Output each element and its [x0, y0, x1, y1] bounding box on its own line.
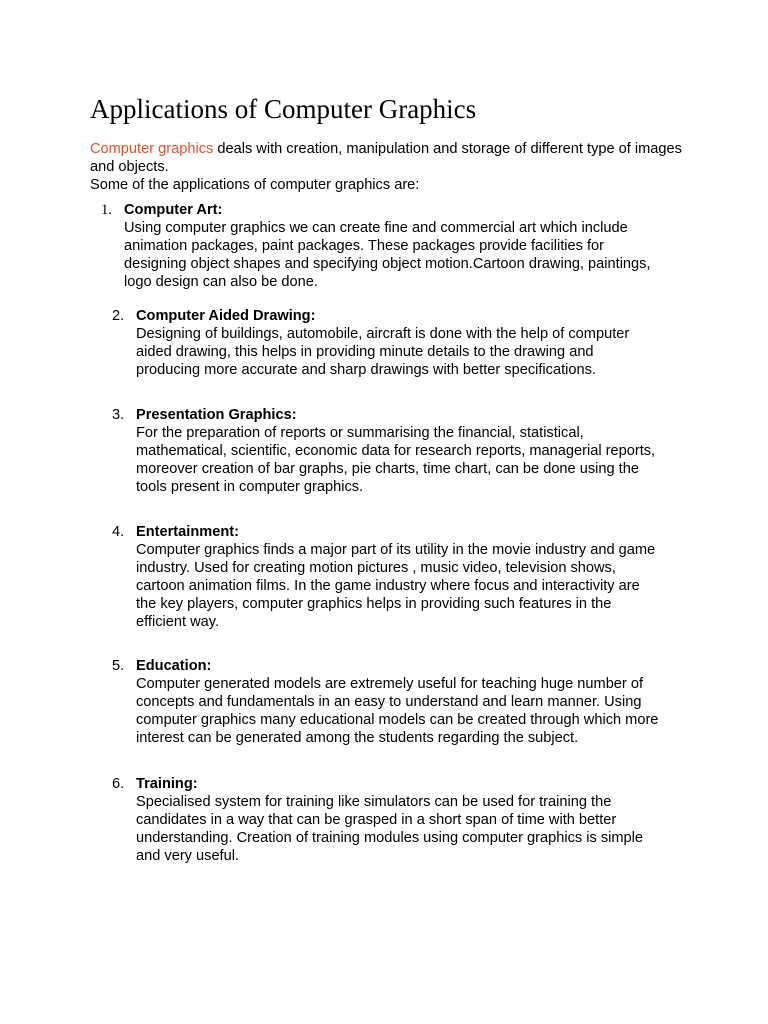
list-item-content: [136, 657, 698, 747]
list-item-text-line: Using computer graphics we can create fine and commercial art which include: [124, 220, 628, 236]
intro-line-2: Some of the applications of computer graphics are:: [90, 177, 420, 193]
list-item-text-line: animation packages, paint packages. These packages provide facilities for: [124, 238, 604, 254]
document-page: [90, 92, 690, 194]
list-item-text-line: Computer graphics finds a major part of its utility in the movie industry and game: [136, 542, 656, 558]
list-item-number: 3.: [112, 407, 125, 423]
list-item-heading: Education:: [136, 658, 212, 674]
list-item-text-line: mathematical, scientific, economic data for research reports, managerial reports,: [136, 443, 656, 459]
list-item-text-line: designing object shapes and specifying object motion.Cartoon drawing, paintings,: [124, 256, 651, 272]
list-item-text-line: logo design can also be done.: [124, 274, 318, 290]
list-item-heading: Training:: [136, 776, 198, 792]
list-item-number: 2.: [112, 308, 125, 324]
list-item-text-line: industry. Used for creating motion pictures , music video, television shows,: [136, 560, 616, 576]
list-item-content: [124, 201, 698, 291]
list-item-heading: Presentation Graphics:: [136, 407, 297, 423]
list-item-content: [136, 307, 698, 379]
list-item-text-line: computer graphics many educational models can be created through which more: [136, 712, 659, 728]
list-item-text-line: candidates in a way that can be grasped in a short span of time with better: [136, 812, 617, 828]
intro-text: deals with creation, manipulation and storage of different type of images and objects.: [90, 141, 682, 175]
list-item-heading: Entertainment:: [136, 524, 239, 540]
list-item-text-line: efficient way.: [136, 614, 220, 630]
list-item-text-line: producing more accurate and sharp drawings with better specifications.: [136, 362, 596, 378]
list-item-number: 1.: [101, 202, 112, 218]
list-item-content: [136, 775, 698, 865]
list-item-text-line: the key players, computer graphics helps in providing such features in the: [136, 596, 612, 612]
list-item-text-line: and very useful.: [136, 848, 240, 864]
list-item-text-line: For the preparation of reports or summarising the financial, statistical,: [136, 425, 584, 441]
list-item-text-line: cartoon animation films. In the game industry where focus and interactivity are: [136, 578, 640, 594]
list-item-number: 6.: [112, 776, 125, 792]
list-item-text-line: aided drawing, this helps in providing minute details to the drawing and: [136, 344, 594, 360]
list-item-text-line: Computer generated models are extremely useful for teaching huge number of: [136, 676, 644, 692]
list-item-text-line: understanding. Creation of training modules using computer graphics is simple: [136, 830, 643, 846]
list-item-content: [136, 523, 698, 631]
list-item-text-line: concepts and fundamentals in an easy to understand and learn manner. Using: [136, 694, 642, 710]
list-item-text-line: Specialised system for training like simulators can be used for training the: [136, 794, 612, 810]
list-item-content: [136, 406, 698, 496]
list-item-number: 4.: [112, 524, 125, 540]
intro-highlight-term: Computer graphics: [90, 141, 214, 157]
list-item-text-line: Designing of buildings, automobile, aircraft is done with the help of computer: [136, 326, 630, 342]
list-item-heading: Computer Art:: [124, 202, 223, 218]
list-item-text-line: interest can be generated among the students regarding the subject.: [136, 730, 579, 746]
page-title: Applications of Computer Graphics: [90, 94, 477, 124]
list-item-text-line: tools present in computer graphics.: [136, 479, 364, 495]
intro-paragraph: [90, 140, 690, 194]
list-item-heading: Computer Aided Drawing:: [136, 308, 316, 324]
list-item-text-line: moreover creation of bar graphs, pie charts, time chart, can be done using the: [136, 461, 639, 477]
list-item-number: 5.: [112, 658, 125, 674]
